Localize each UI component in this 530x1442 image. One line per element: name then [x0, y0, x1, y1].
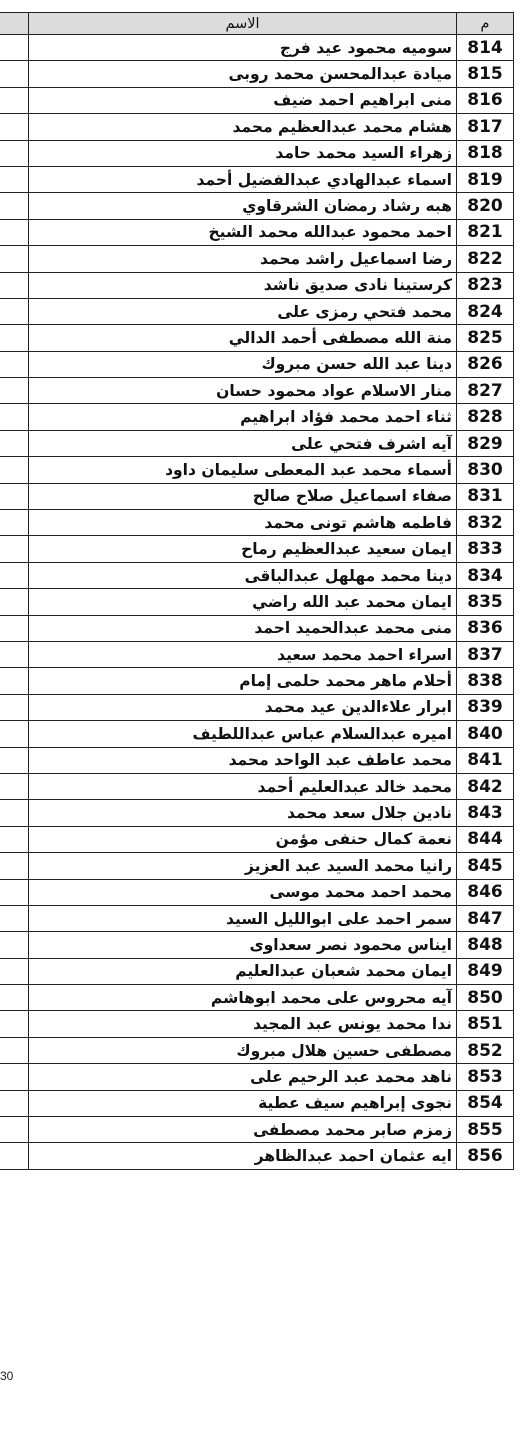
row-blank-cell — [0, 932, 29, 958]
row-name: زهراء السيد محمد حامد — [29, 140, 457, 166]
names-table-body — [0, 13, 514, 1170]
row-number: 835 — [457, 589, 514, 615]
row-name: ايمان محمد شعبان عبدالعليم — [29, 958, 457, 984]
row-name: محمد فتحي رمزى على — [29, 298, 457, 324]
table-row — [0, 404, 514, 430]
table-row — [0, 193, 514, 219]
row-name: نعمة كمال حنفى مؤمن — [29, 826, 457, 852]
row-blank-cell — [0, 430, 29, 456]
row-name: زمزم صابر محمد مصطفى — [29, 1117, 457, 1143]
header-name: الاسم — [29, 13, 457, 35]
row-blank-cell — [0, 905, 29, 931]
row-blank-cell — [0, 853, 29, 879]
table-row — [0, 641, 514, 667]
row-name: رضا اسماعيل راشد محمد — [29, 246, 457, 272]
page-number: 30 — [0, 1369, 14, 1383]
row-name: ايه عثمان احمد عبدالظاهر — [29, 1143, 457, 1169]
row-blank-cell — [0, 879, 29, 905]
row-blank-cell — [0, 61, 29, 87]
row-number: 849 — [457, 958, 514, 984]
row-name: ناهد محمد عبد الرحيم على — [29, 1064, 457, 1090]
row-number: 850 — [457, 985, 514, 1011]
row-name: منى ابراهيم احمد ضيف — [29, 87, 457, 113]
table-row — [0, 378, 514, 404]
row-number: 834 — [457, 562, 514, 588]
header-number: م — [457, 13, 514, 35]
row-blank-cell — [0, 985, 29, 1011]
row-blank-cell — [0, 773, 29, 799]
row-name: دينا محمد مهلهل عبدالباقى — [29, 562, 457, 588]
table-row — [0, 1143, 514, 1169]
row-blank-cell — [0, 298, 29, 324]
row-blank-cell — [0, 325, 29, 351]
row-number: 843 — [457, 800, 514, 826]
row-number: 822 — [457, 246, 514, 272]
row-blank-cell — [0, 1117, 29, 1143]
row-name: اسراء احمد محمد سعيد — [29, 641, 457, 667]
row-number: 817 — [457, 114, 514, 140]
row-blank-cell — [0, 747, 29, 773]
table-row — [0, 87, 514, 113]
row-number: 815 — [457, 61, 514, 87]
table-row — [0, 589, 514, 615]
row-number: 820 — [457, 193, 514, 219]
table-row — [0, 932, 514, 958]
row-number: 816 — [457, 87, 514, 113]
row-blank-cell — [0, 1011, 29, 1037]
row-name: مصطفى حسين هلال مبروك — [29, 1037, 457, 1063]
table-row — [0, 35, 514, 61]
table-row — [0, 1064, 514, 1090]
row-name: هبه رشاد رمضان الشرقاوي — [29, 193, 457, 219]
table-row — [0, 166, 514, 192]
row-number: 854 — [457, 1090, 514, 1116]
row-number: 825 — [457, 325, 514, 351]
row-blank-cell — [0, 483, 29, 509]
row-number: 830 — [457, 457, 514, 483]
row-number: 839 — [457, 694, 514, 720]
table-row — [0, 1037, 514, 1063]
table-row — [0, 325, 514, 351]
row-name: أسماء محمد عبد المعطى سليمان داود — [29, 457, 457, 483]
header-row — [0, 13, 514, 35]
row-blank-cell — [0, 668, 29, 694]
header-blank-cell — [0, 13, 29, 35]
row-number: 840 — [457, 721, 514, 747]
row-number: 823 — [457, 272, 514, 298]
row-name: ثناء احمد محمد فؤاد ابراهيم — [29, 404, 457, 430]
row-number: 837 — [457, 641, 514, 667]
row-blank-cell — [0, 193, 29, 219]
row-blank-cell — [0, 378, 29, 404]
row-name: محمد احمد محمد موسى — [29, 879, 457, 905]
table-row — [0, 510, 514, 536]
row-name: سوميه محمود عيد فرج — [29, 35, 457, 61]
row-blank-cell — [0, 457, 29, 483]
table-row — [0, 826, 514, 852]
row-name: منار الاسلام عواد محمود حسان — [29, 378, 457, 404]
row-number: 832 — [457, 510, 514, 536]
table-row — [0, 1090, 514, 1116]
row-name: هشام محمد عبدالعظيم محمد — [29, 114, 457, 140]
row-name: فاطمه هاشم تونى محمد — [29, 510, 457, 536]
row-name: أحلام ماهر محمد حلمى إمام — [29, 668, 457, 694]
row-number: 828 — [457, 404, 514, 430]
table-row — [0, 298, 514, 324]
table-row — [0, 1011, 514, 1037]
row-name: ايناس محمود نصر سعداوى — [29, 932, 457, 958]
row-blank-cell — [0, 272, 29, 298]
row-number: 844 — [457, 826, 514, 852]
row-name: اميره عبدالسلام عباس عبداللطيف — [29, 721, 457, 747]
row-blank-cell — [0, 510, 29, 536]
row-blank-cell — [0, 404, 29, 430]
row-blank-cell — [0, 166, 29, 192]
row-blank-cell — [0, 958, 29, 984]
row-blank-cell — [0, 246, 29, 272]
row-number: 831 — [457, 483, 514, 509]
table-row — [0, 694, 514, 720]
table-row — [0, 879, 514, 905]
row-name: رانيا محمد السيد عبد العزيز — [29, 853, 457, 879]
row-number: 845 — [457, 853, 514, 879]
row-number: 855 — [457, 1117, 514, 1143]
table-row — [0, 615, 514, 641]
table-row — [0, 985, 514, 1011]
row-name: كرستينا نادى صديق ناشد — [29, 272, 457, 298]
table-row — [0, 246, 514, 272]
row-name: منة الله مصطفى أحمد الدالي — [29, 325, 457, 351]
row-blank-cell — [0, 721, 29, 747]
row-number: 846 — [457, 879, 514, 905]
row-number: 814 — [457, 35, 514, 61]
row-number: 829 — [457, 430, 514, 456]
row-number: 842 — [457, 773, 514, 799]
row-name: سمر احمد على ابوالليل السيد — [29, 905, 457, 931]
table-row — [0, 430, 514, 456]
row-name: محمد عاطف عبد الواحد محمد — [29, 747, 457, 773]
table-row — [0, 351, 514, 377]
row-name: نادين جلال سعد محمد — [29, 800, 457, 826]
row-name: ايمان محمد عبد الله راضي — [29, 589, 457, 615]
table-row — [0, 958, 514, 984]
row-blank-cell — [0, 800, 29, 826]
row-number: 826 — [457, 351, 514, 377]
row-number: 836 — [457, 615, 514, 641]
row-number: 821 — [457, 219, 514, 245]
row-name: اسماء عبدالهادي عبدالفضيل أحمد — [29, 166, 457, 192]
row-blank-cell — [0, 562, 29, 588]
table-row — [0, 721, 514, 747]
row-name: آيه محروس على محمد ابوهاشم — [29, 985, 457, 1011]
row-name: ابرار علاءالدين عيد محمد — [29, 694, 457, 720]
row-blank-cell — [0, 114, 29, 140]
row-number: 847 — [457, 905, 514, 931]
table-row — [0, 562, 514, 588]
table-row — [0, 1117, 514, 1143]
row-blank-cell — [0, 641, 29, 667]
table-row — [0, 61, 514, 87]
row-name: ندا محمد يونس عبد المجيد — [29, 1011, 457, 1037]
row-blank-cell — [0, 219, 29, 245]
table-row — [0, 536, 514, 562]
row-blank-cell — [0, 826, 29, 852]
row-blank-cell — [0, 589, 29, 615]
row-blank-cell — [0, 536, 29, 562]
row-number: 833 — [457, 536, 514, 562]
table-row — [0, 272, 514, 298]
row-number: 827 — [457, 378, 514, 404]
row-number: 824 — [457, 298, 514, 324]
row-blank-cell — [0, 140, 29, 166]
row-number: 841 — [457, 747, 514, 773]
table-row — [0, 747, 514, 773]
row-name: صفاء اسماعيل صلاح صالح — [29, 483, 457, 509]
table-row — [0, 114, 514, 140]
row-number: 819 — [457, 166, 514, 192]
table-row — [0, 219, 514, 245]
row-number: 852 — [457, 1037, 514, 1063]
row-name: نجوى إبراهيم سيف عطية — [29, 1090, 457, 1116]
row-blank-cell — [0, 694, 29, 720]
row-number: 818 — [457, 140, 514, 166]
row-name: منى محمد عبدالحميد احمد — [29, 615, 457, 641]
row-name: احمد محمود عبدالله محمد الشيخ — [29, 219, 457, 245]
row-blank-cell — [0, 615, 29, 641]
row-blank-cell — [0, 1037, 29, 1063]
row-blank-cell — [0, 1064, 29, 1090]
row-number: 848 — [457, 932, 514, 958]
row-name: دينا عبد الله حسن مبروك — [29, 351, 457, 377]
row-blank-cell — [0, 87, 29, 113]
row-name: آيه اشرف فتحي على — [29, 430, 457, 456]
row-number: 851 — [457, 1011, 514, 1037]
table-row — [0, 773, 514, 799]
table-row — [0, 140, 514, 166]
row-blank-cell — [0, 1143, 29, 1169]
table-row — [0, 457, 514, 483]
row-blank-cell — [0, 351, 29, 377]
table-row — [0, 853, 514, 879]
row-name: ايمان سعيد عبدالعظيم رماح — [29, 536, 457, 562]
row-number: 856 — [457, 1143, 514, 1169]
row-blank-cell — [0, 35, 29, 61]
row-number: 838 — [457, 668, 514, 694]
table-row — [0, 483, 514, 509]
row-name: محمد خالد عبدالعليم أحمد — [29, 773, 457, 799]
row-number: 853 — [457, 1064, 514, 1090]
table-row — [0, 800, 514, 826]
row-name: ميادة عبدالمحسن محمد روبى — [29, 61, 457, 87]
table-row — [0, 668, 514, 694]
names-table — [0, 12, 514, 1170]
table-row — [0, 905, 514, 931]
row-blank-cell — [0, 1090, 29, 1116]
